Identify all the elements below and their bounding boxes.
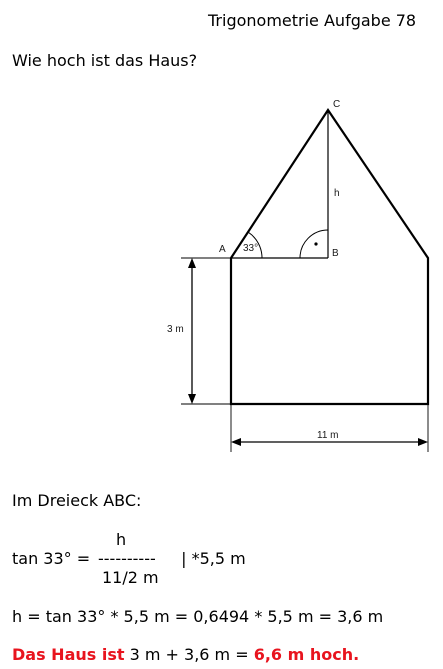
formula-lhs: tan 33° = (12, 549, 96, 568)
triangle-heading: Im Dreieck ABC: (12, 491, 142, 510)
result-middle: 3 m + 3,6 m = (124, 645, 254, 664)
arrowhead-right (418, 438, 428, 446)
arrowhead-down (188, 394, 196, 404)
arrowhead-left (231, 438, 241, 446)
result-value: 6,6 m hoch. (253, 645, 360, 664)
result-line (12, 646, 359, 664)
formula-operation: | *5,5 m (176, 549, 246, 568)
label-point-a: A (219, 244, 226, 255)
question-text: Wie hoch ist das Haus? (12, 51, 198, 70)
label-wall-height: 3 m (167, 324, 184, 335)
right-angle-dot (314, 242, 317, 245)
result-prefix: Das Haus ist (12, 645, 125, 664)
right-angle-arc (300, 230, 328, 258)
formula-denominator: 11/2 m (102, 568, 159, 587)
label-angle: 33° (243, 243, 259, 254)
calculation-line: h = tan 33° * 5,5 m = 0,6494 * 5,5 m = 3,6 m (12, 607, 384, 626)
page-title: Trigonometrie Aufgabe 78 (208, 11, 417, 30)
formula-fraction-bar: ---------- (98, 549, 156, 568)
label-point-c: C (333, 99, 341, 110)
formula-numerator: h (116, 530, 127, 549)
arrowhead-up (188, 258, 196, 268)
label-height: h (334, 188, 340, 199)
label-width: 11 m (317, 430, 339, 441)
label-point-b: B (332, 248, 339, 259)
house-outline (231, 110, 428, 404)
